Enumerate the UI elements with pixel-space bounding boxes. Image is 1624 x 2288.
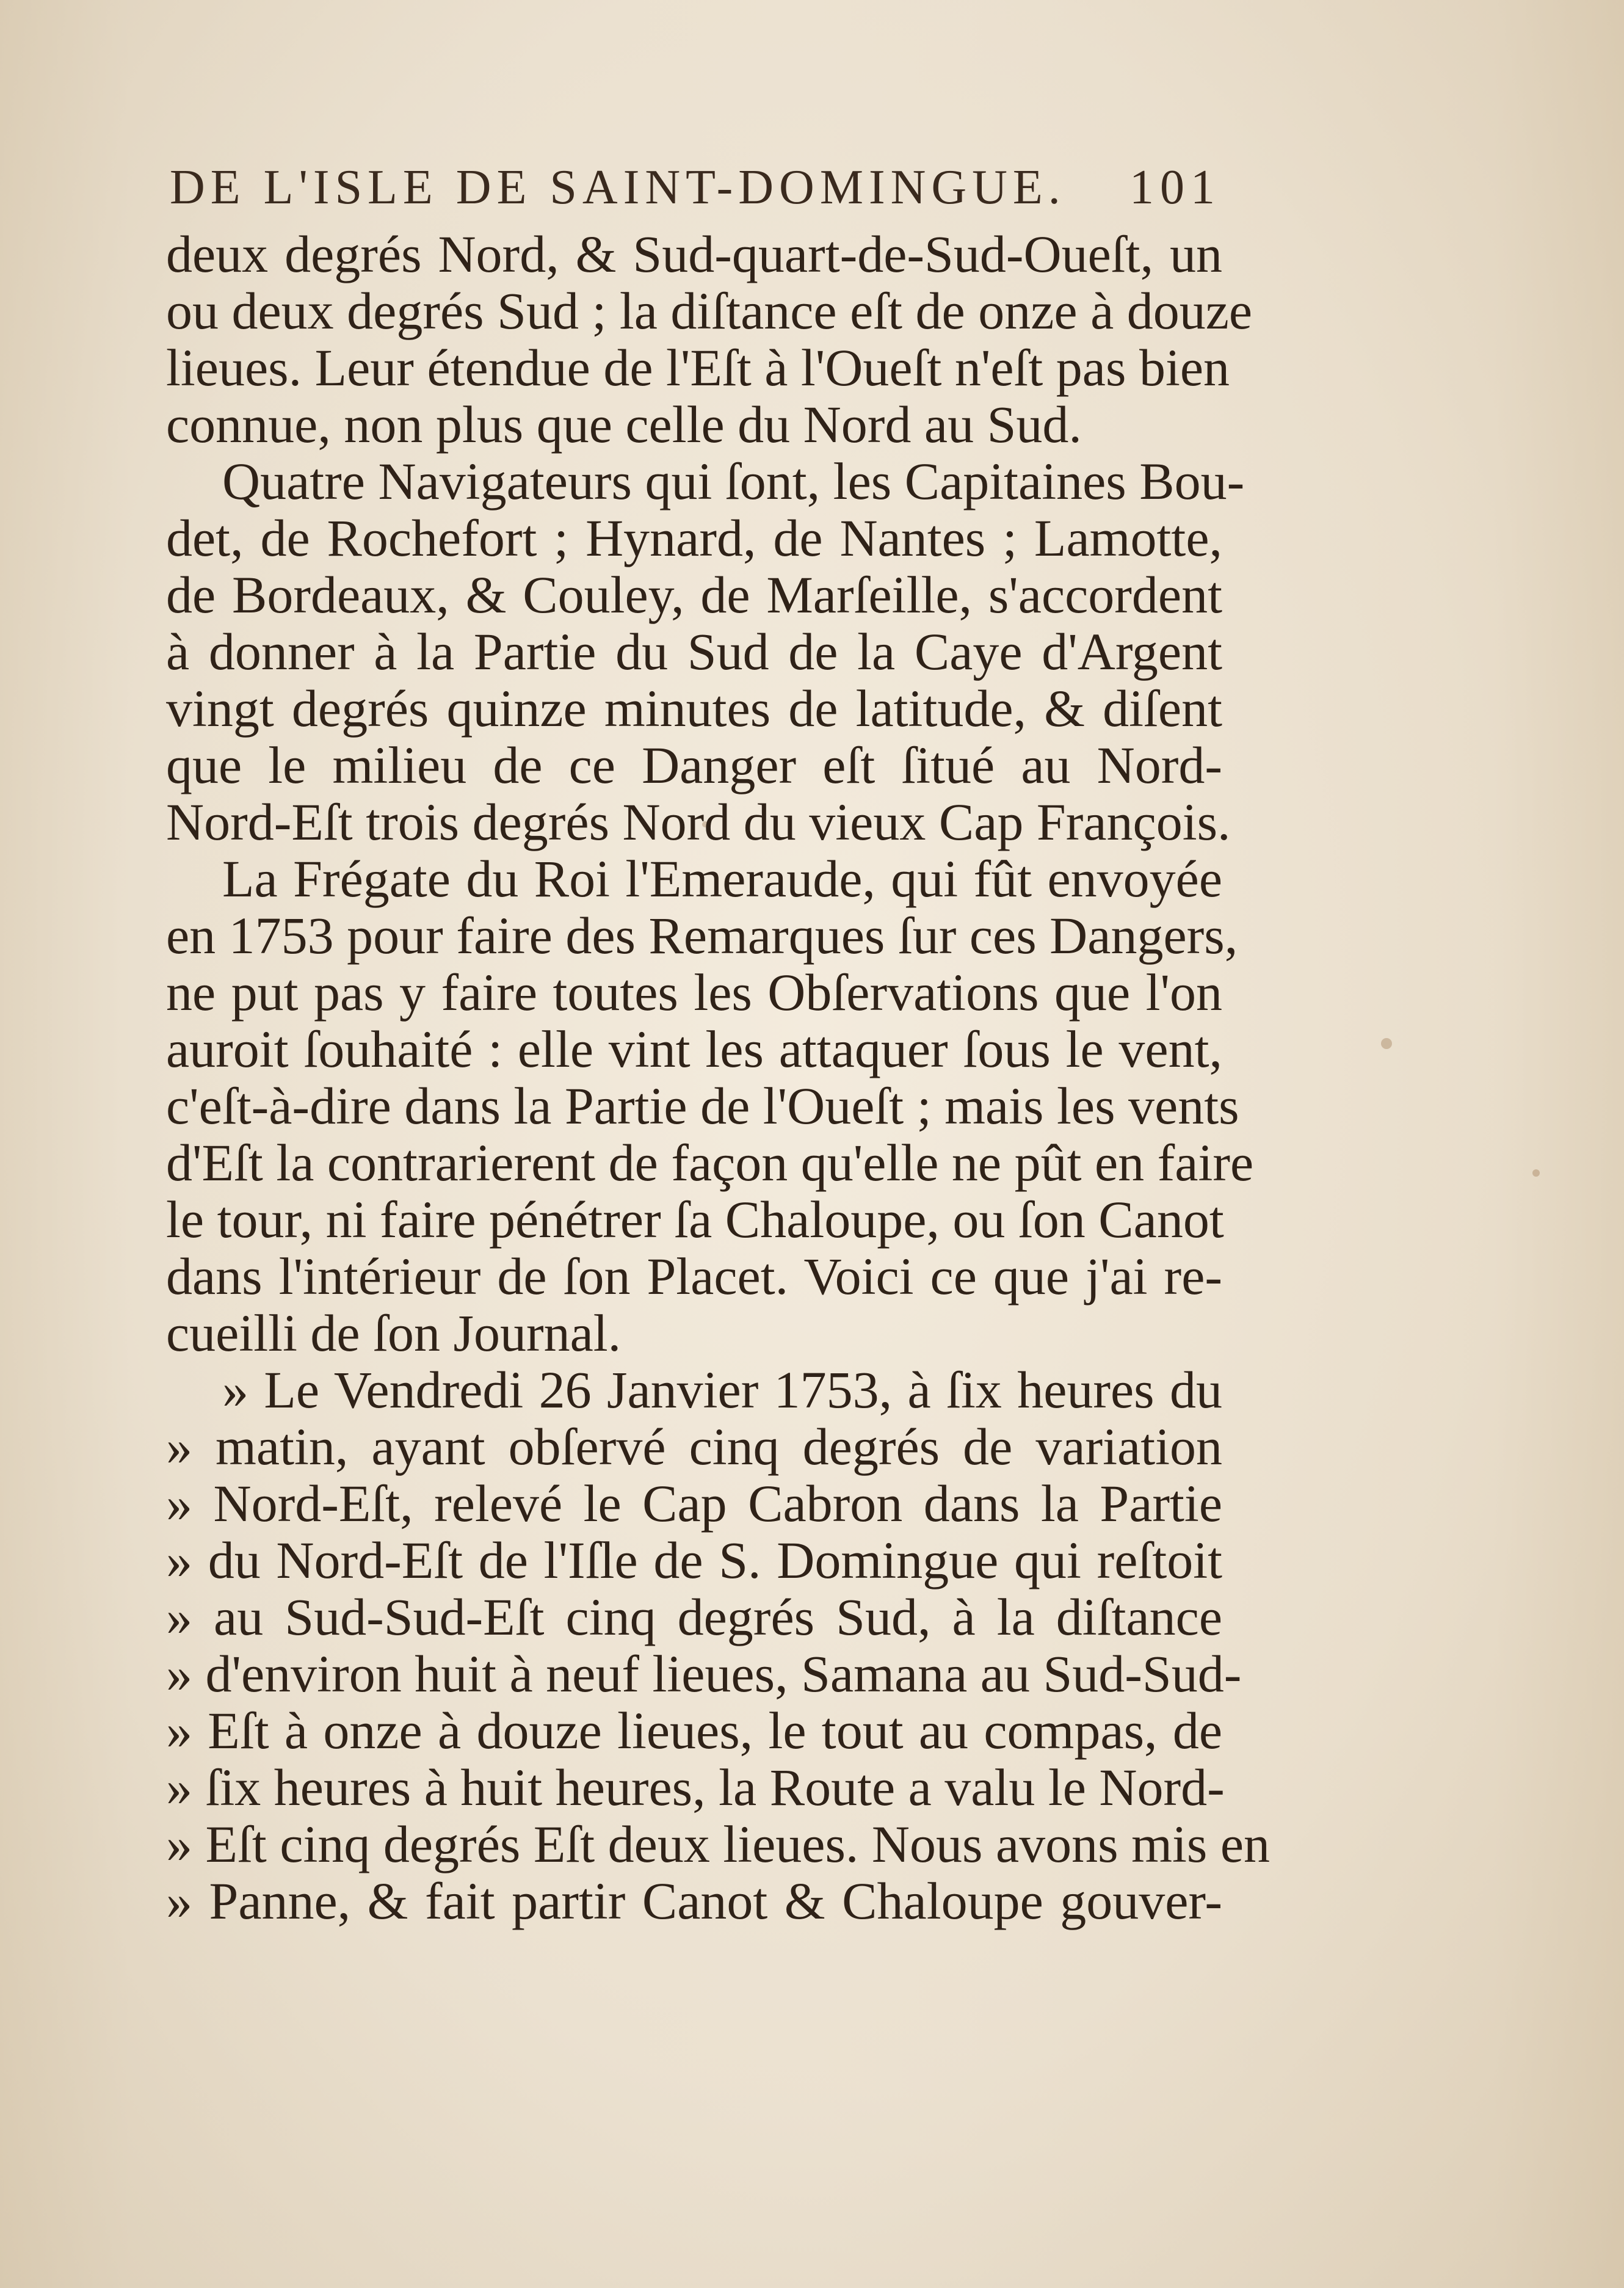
text-line: La Frégate du Roi l'Emeraude, qui fût envoyée [222,849,1222,908]
body-text [166,225,1271,1930]
text-line: en 1753 pour faire des Remarques ſur ces Dangers, [166,906,1238,965]
text-line: auroit ſouhaité : elle vint les attaquer ſous le vent, [166,1020,1222,1078]
text-line: c'eſt-à-dire dans la Partie de l'Oueſt ; mais les vents [166,1077,1239,1135]
text-line: » Eſt à onze à douze lieues, le tout au compas, de [166,1701,1222,1760]
text-line: » ſix heures à huit heures, la Route a valu le Nord- [166,1758,1225,1817]
text-line: Quatre Navigateurs qui ſont, les Capitaines Bou- [222,452,1245,510]
text-line: que le milieu de ce Danger eſt ſitué au Nord- [166,736,1222,794]
text-line: ou deux degrés Sud ; la diſtance eſt de onze à douze [166,281,1253,340]
text-line: ne put pas y faire toutes les Obſervations que l'on [166,963,1222,1022]
text-line: vingt degrés quinze minutes de latitude, & diſent [166,679,1222,738]
text-line: » Panne, & fait partir Canot & Chaloupe gouver- [166,1872,1222,1930]
running-head [170,160,1221,227]
text-line: lieues. Leur étendue de l'Eſt à l'Oueſt n'eſt pas bien [166,338,1230,397]
paper-spot [1381,1038,1392,1049]
text-line: de Bordeaux, & Couley, de Marſeille, s'accordent [166,565,1222,624]
text-line: det, de Rochefort ; Hynard, de Nantes ; Lamotte, [166,509,1222,567]
text-line: connue, non plus que celle du Nord au Sud. [166,395,1082,454]
page-number: 101 [1129,161,1221,214]
text-line: » au Sud-Sud-Eſt cinq degrés Sud, à la diſtance [166,1588,1222,1646]
text-line: cueilli de ſon Journal. [166,1304,622,1362]
text-line: » matin, ayant obſervé cinq degrés de variation [166,1417,1222,1476]
running-title: DE L'ISLE DE SAINT-DOMINGUE. [170,161,1066,214]
text-line: deux degrés Nord, & Sud-quart-de-Sud-Oueſt, un [166,225,1222,283]
text-line: » Le Vendredi 26 Janvier 1753, à ſix heures du [222,1360,1222,1419]
text-line: » Nord-Eſt, relevé le Cap Cabron dans la Partie [166,1474,1222,1533]
text-line: d'Eſt la contrarierent de façon qu'elle ne pût en faire [166,1133,1254,1192]
text-line: » Eſt cinq degrés Eſt deux lieues. Nous avons mis en [166,1815,1271,1873]
text-line: le tour, ni faire pénétrer ſa Chaloupe, ou ſon Canot [166,1190,1224,1249]
text-line: » du Nord-Eſt de l'Iſle de S. Domingue qui reſtoit [166,1531,1222,1589]
text-line: Nord-Eſt trois degrés Nord du vieux Cap François. [166,793,1231,851]
paper-spot [1532,1169,1540,1177]
text-line: à donner à la Partie du Sud de la Caye d'Argent [166,622,1222,681]
text-line: dans l'intérieur de ſon Placet. Voici ce que j'ai re- [166,1247,1222,1306]
text-line: » d'environ huit à neuf lieues, Samana au Sud-Sud- [166,1644,1242,1703]
